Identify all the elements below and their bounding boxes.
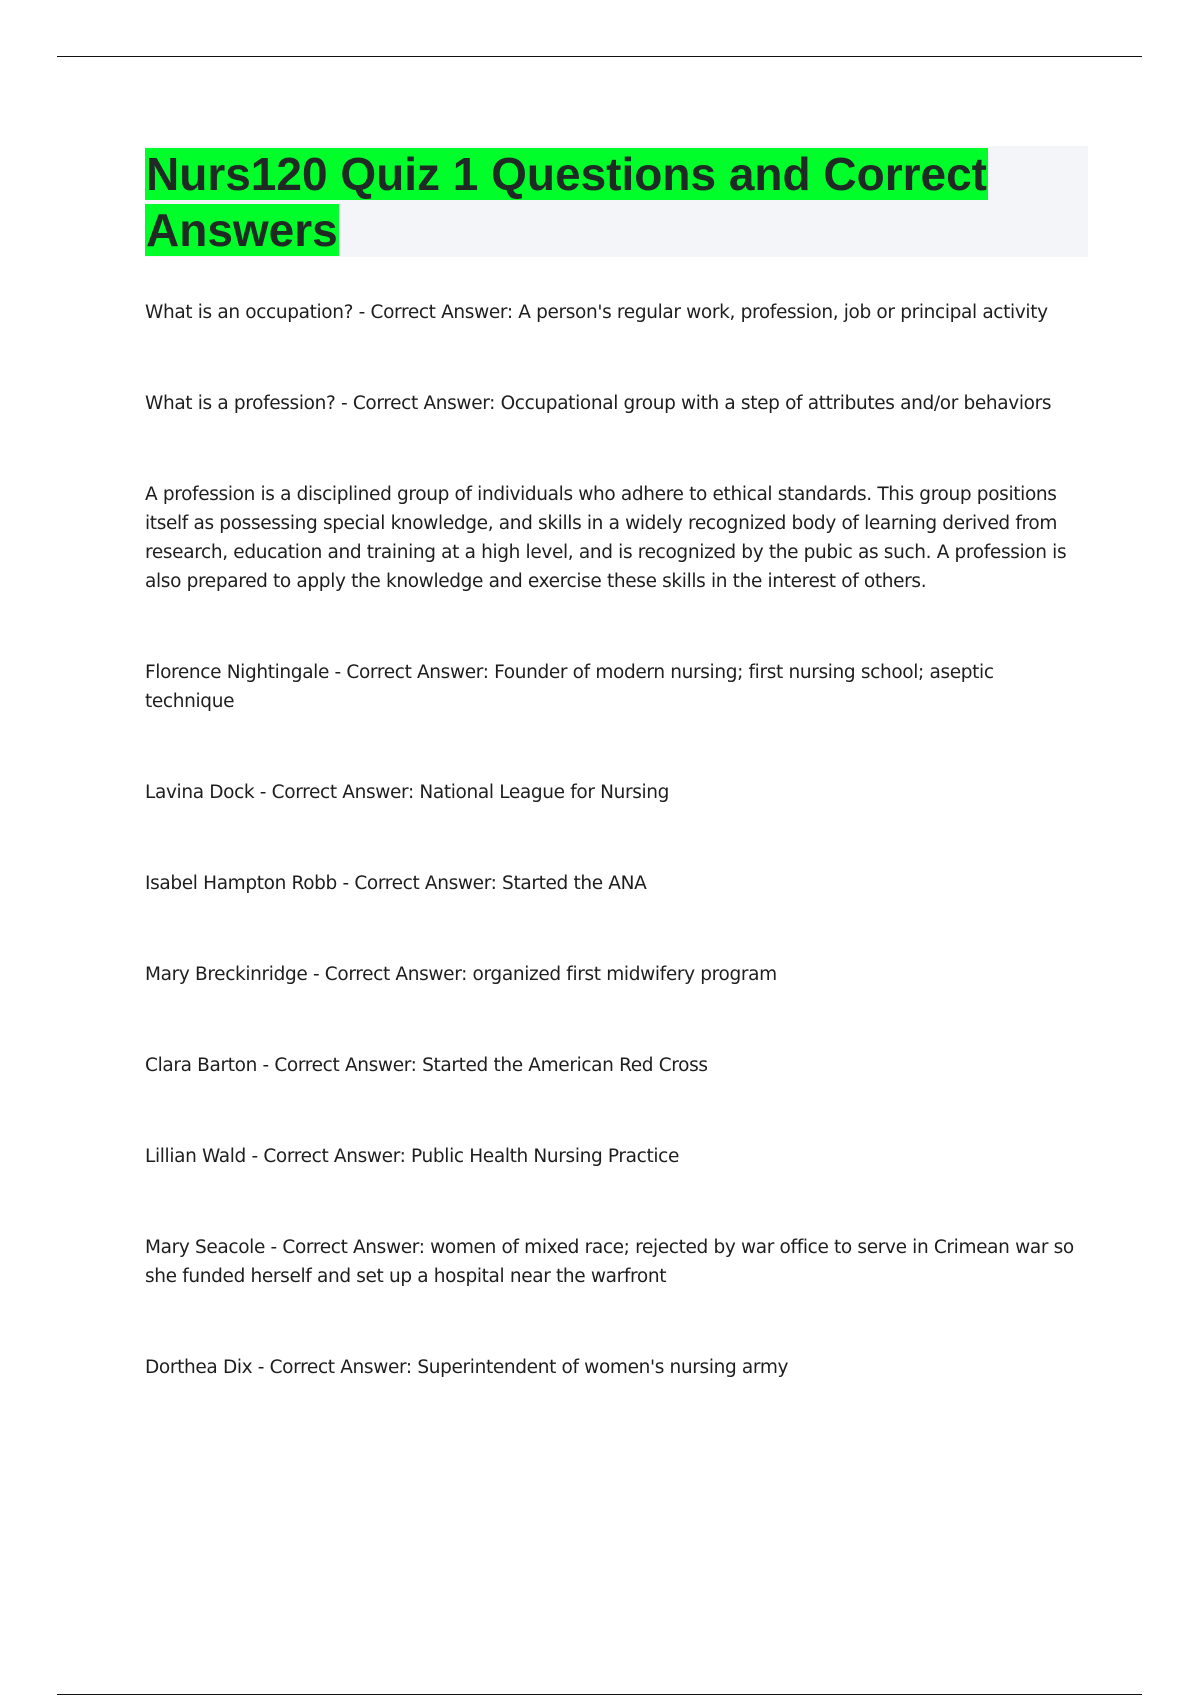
page-title xyxy=(145,146,1045,258)
qa-entry: Dorthea Dix - Correct Answer: Superintendent of women's nursing army xyxy=(145,1357,789,1378)
qa-entry: What is a profession? - Correct Answer: Occupational group with a step of attributes and/or behaviors xyxy=(145,393,1052,414)
qa-entry: What is an occupation? - Correct Answer: A person's regular work, profession, job or principal activity xyxy=(145,302,1048,323)
qa-list xyxy=(145,298,1080,1444)
title-block xyxy=(145,146,1088,257)
header-rule xyxy=(57,56,1142,57)
qa-entry: Clara Barton - Correct Answer: Started the American Red Cross xyxy=(145,1055,708,1076)
qa-entry: Isabel Hampton Robb - Correct Answer: Started the ANA xyxy=(145,873,647,894)
qa-entry: Mary Breckinridge - Correct Answer: organized first midwifery program xyxy=(145,964,777,985)
qa-entry: Lavina Dock - Correct Answer: National League for Nursing xyxy=(145,782,670,803)
qa-entry: A profession is a disciplined group of individuals who adhere to ethical standards. This group positions itself as possessing special knowledge, and skills in a widely recognized body of learning derived from research, education and training at a high level, and is recognized by the pubic as such. A profession is also prepared to apply the knowledge and exercise these skills in the interest of others. xyxy=(145,484,1067,592)
qa-entry: Mary Seacole - Correct Answer: women of mixed race; rejected by war office to serve in Crimean war so she funded herself and set up a hospital near the warfront xyxy=(145,1237,1074,1287)
footer-rule xyxy=(57,1694,1142,1695)
page-title-highlight: Nurs120 Quiz 1 Questions and Correct Answers xyxy=(146,148,988,256)
qa-entry: Florence Nightingale - Correct Answer: Founder of modern nursing; first nursing school; aseptic technique xyxy=(145,662,994,712)
qa-entry: Lillian Wald - Correct Answer: Public Health Nursing Practice xyxy=(145,1146,680,1167)
